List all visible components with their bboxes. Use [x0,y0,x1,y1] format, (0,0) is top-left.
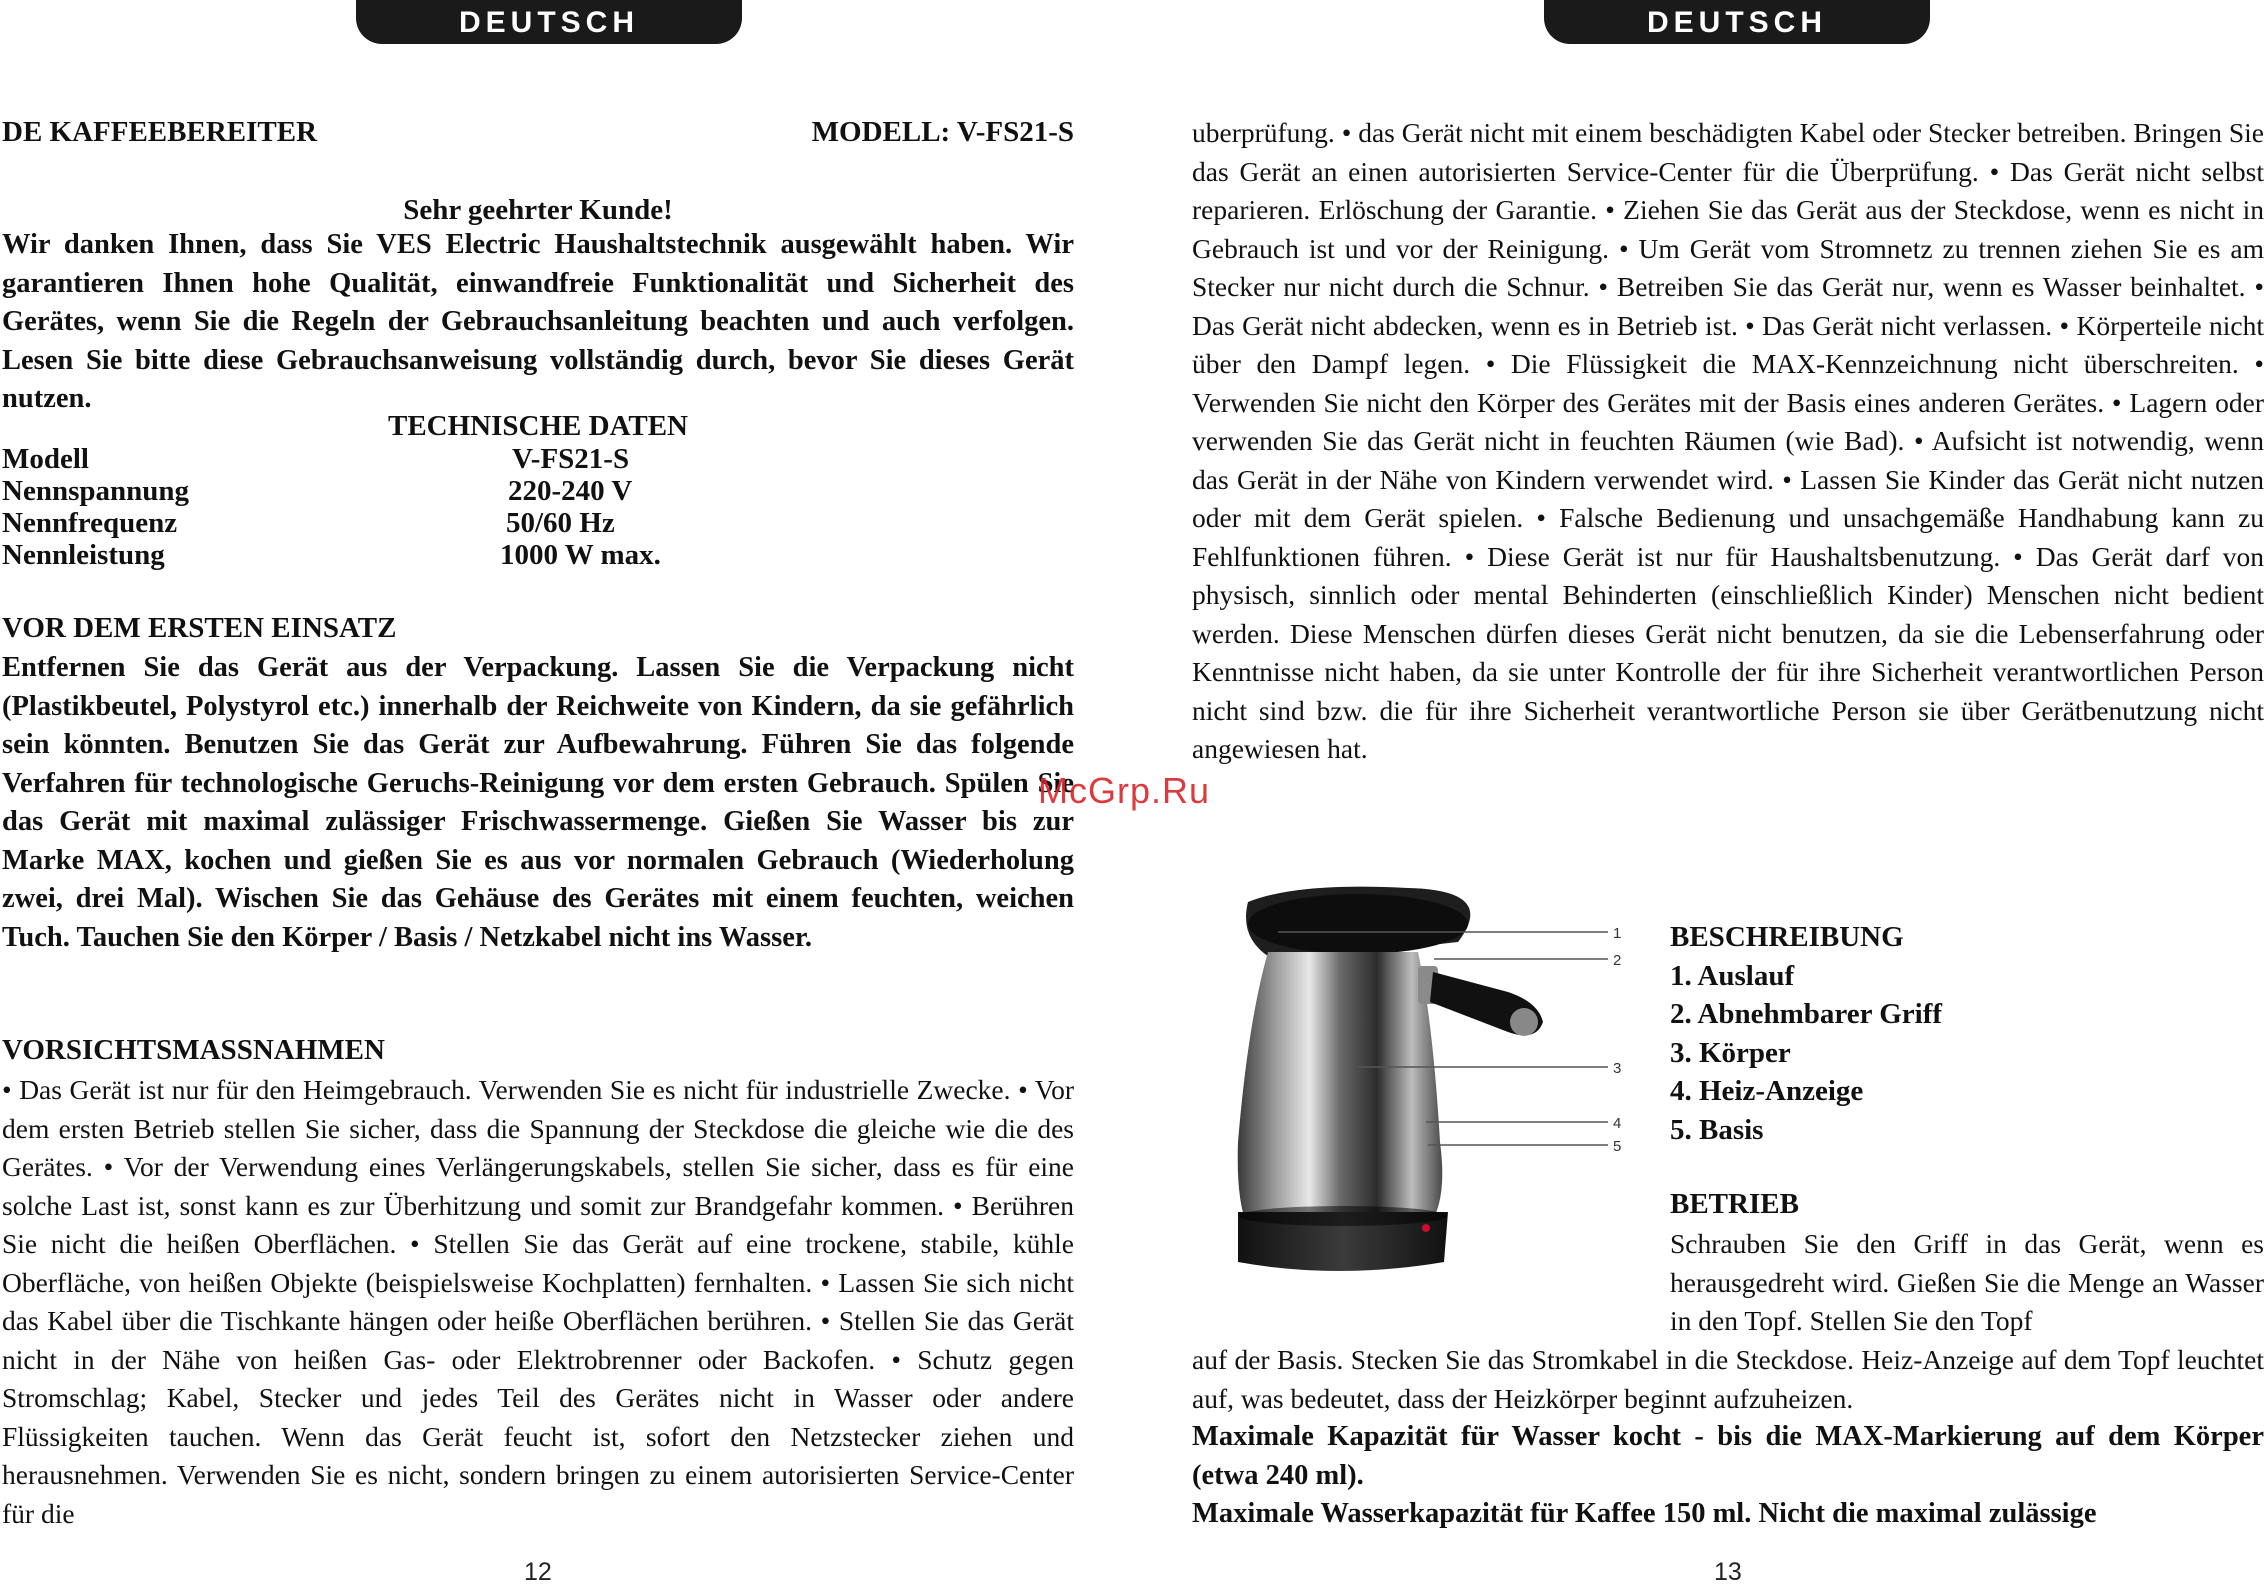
right-page [1190,0,2268,1586]
language-tab: DEUTSCH [356,0,742,44]
description-item: 4. Heiz-Anzeige [1670,1075,1864,1107]
description-item: 5. Basis [1670,1113,1764,1146]
callout-3: 3 [1613,1060,1622,1077]
spec-row [2,475,722,507]
spec-value: 220-240 V [508,475,633,507]
spec-value: 50/60 Hz [506,507,615,539]
model-label: MODELL: V-FS21-S [811,116,1074,148]
spec-key: Modell [2,443,89,475]
intro-paragraph: Wir danken Ihnen, dass Sie VES Electric Haushaltstechnik ausgewählt haben. Wir garantieren Ihnen hohe Qualität, einwandfreie Funktionalität und Sicherheit des Gerätes, wenn Sie die Regeln der Gebrauchsanleitung beachten und auch verfolgen. Lesen Sie bitte diese Gebrauchsanweisung vollständig durch, bevor Sie dieses Gerät nutzen. [2,229,1074,414]
callout-4: 4 [1613,1115,1622,1132]
callout-1: 1 [1613,925,1622,942]
operation-text: auf der Basis. Stecken Sie das Stromkabel in die Steckdose. Heiz-Anzeige auf dem Topf leuchtet auf, was bedeutet, dass der Heizkörper beginnt aufzuheizen. [1192,1344,2264,1414]
spec-row [2,443,722,475]
body-icon [1238,952,1443,1227]
spec-value: V-FS21-S [512,443,630,475]
product-title: DE KAFFEEBEREITER [2,116,318,148]
description-item: 1. Auslauf [1670,959,1795,992]
description-heading: BESCHREIBUNG [1670,921,1904,953]
operation-text-narrow: Schrauben Sie den Griff in das Gerät, wenn es herausgedreht wird. Gießen Sie die Menge an Wasser in den Topf. Stellen Sie den Topf [1670,1228,2264,1336]
capacity-note: Maximale Kapazität für Wasser kocht - bis die MAX-Markierung auf dem Körper (etwa 240 ml). [1192,1421,2264,1491]
watermark: McGrp.Ru [1038,770,1211,811]
first-use-paragraph: Entfernen Sie das Gerät aus der Verpackung. Lassen Sie die Verpackung nicht (Plastikbeutel, Polystyrol etc.) innerhalb der Reichweite von Kindern, da sie gefährlich sein könnten. Benutzen Sie das Gerät zur Aufbewahrung. Führen Sie das folgende Verfahren für technologische Geruchs-Reinigung vor dem ersten Gebrauch. Spülen Sie das Gerät mit maximal zulässiger Frischwassermenge. Gießen Sie Wasser bis zur Marke MAX, kochen und gießen Sie es aus vor normalen Gebrauch (Wiederholung zwei, drei Mal). Wischen Sie das Gehäuse des Gerätes mit einem feuchten, weichen Tuch. Tauchen Sie den Körper / Basis / Netzkabel nicht ins Wasser. [2,652,1074,953]
description-list [1670,918,1942,1149]
left-page [0,0,1080,1586]
precautions-paragraph: • Das Gerät ist nur für den Heimgebrauch. Verwenden Sie es nicht für industrielle Zwecke. • Vor dem ersten Betrieb stellen Sie sicher, dass die Spannung der Steckdose die gleiche wie die des Gerätes. • Vor der Verwendung eines Verlängerungskabels, stellen Sie sicher, dass es für eine solche Last ist, sonst kann es zur Überhitzung und somit zur Brandgefahr kommen. • Berühren Sie nicht die heißen Oberflächen. • Stellen Sie das Gerät auf eine trockene, stabile, kühle Oberfläche, von heißen Objekte (beispielsweise Kochplatten) fernhalten. • Lassen Sie sich nicht das Kabel über die Tischkante hängen oder heiße Oberflächen berühren. • Stellen Sie das Gerät nicht in der Nähe von heißen Gas- oder Elektrobrenner oder Backofen. • Schutz gegen Stromschlag; Kabel, Stecker und jedes Teil des Gerätes nicht in Wasser oder andere Flüssigkeiten tauchen. Wenn das Gerät feucht ist, sofort den Netzstecker ziehen und herausnehmen. Verwenden Sie es nicht, sondern bringen zu einem autorisierten Service-Center für die [2,1074,1074,1529]
precautions-heading: VORSICHTSMASSNAHMEN [2,1034,385,1066]
greeting: Sehr geehrter Kunde! [403,194,673,226]
tech-data-title: TECHNISCHE DATEN [388,410,688,442]
callout-5: 5 [1613,1138,1622,1155]
description-item: 2. Abnehmbarer Griff [1670,998,1943,1030]
spec-key: Nennfrequenz [2,507,178,539]
coffee-pot-illustration [1208,882,1658,1312]
spec-row [2,507,722,539]
operation-heading: BETRIEB [1670,1188,1799,1220]
spec-table [2,443,722,571]
spec-row [2,539,722,571]
product-header [2,116,1074,156]
page-number: 13 [1714,1558,1742,1586]
spec-value: 1000 W max. [500,539,661,571]
capacity-note-2: Maximale Wasserkapazität für Kaffee 150 ml. Nicht die maximal zulässige [1192,1498,2097,1529]
callout-2: 2 [1613,952,1622,969]
spec-key: Nennleistung [2,539,165,571]
precautions-continued: uberprüfung. • das Gerät nicht mit einem beschädigten Kabel oder Stecker betreiben. Bringen Sie das Gerät an einen autorisierten Service-Center für die Überprüfung. • Das Gerät nicht selbst reparieren. Erlöschung der Garantie. • Ziehen Sie das Gerät aus der Steckdose, wenn es nicht in Gebrauch ist und vor der Reinigung. • Um Gerät vom Stromnetz zu trennen ziehen Sie es am Stecker nur nicht durch die Schnur. • Betreiben Sie das Gerät nur, wenn es Wasser beinhaltet. • Das Gerät nicht abdecken, wenn es in Betrieb ist. • Das Gerät nicht verlassen. • Körperteile nicht über den Dampf legen. • Die Flüssigkeit die MAX-Kennzeichnung nicht überschreiten. • Verwenden Sie nicht den Körper des Gerätes mit der Basis eines anderen Gerätes. • Lagern oder verwenden Sie das Gerät nicht in feuchten Räumen (wie Bad). • Aufsicht ist notwendig, wenn das Gerät in der Nähe von Kindern verwendet wird. • Lassen Sie Kinder das Gerät nicht nutzen oder mit dem Gerät spielen. • Falsche Bedienung und unsachgemäße Handhabung kann zu Fehlfunktionen führen. • Diese Gerät ist nur für Haushaltsbenutzung. • Das Gerät darf von physisch, sinnlich oder mental Behinderten (einschließlich Kinder) Menschen nicht bedient werden. Diese Menschen dürfen dieses Gerät nicht benutzen, da sie die Lebenserfahrung oder Kenntnisse nicht haben, da sie unter Kontrolle der für ihre Sicherheit verantwortlichen Person nicht sind bzw. die für ihre Sicherheit verantwortliche Person sie über Gerätbenutzung nicht angewiesen hat. [1192,117,2264,764]
language-tab: DEUTSCH [1544,0,1930,44]
description-item: 3. Körper [1670,1036,1791,1069]
first-use-heading: VOR DEM ERSTEN EINSATZ [2,612,397,644]
spec-key: Nennspannung [2,475,189,507]
indicator-icon [1422,1224,1430,1232]
page-number: 12 [524,1558,552,1586]
